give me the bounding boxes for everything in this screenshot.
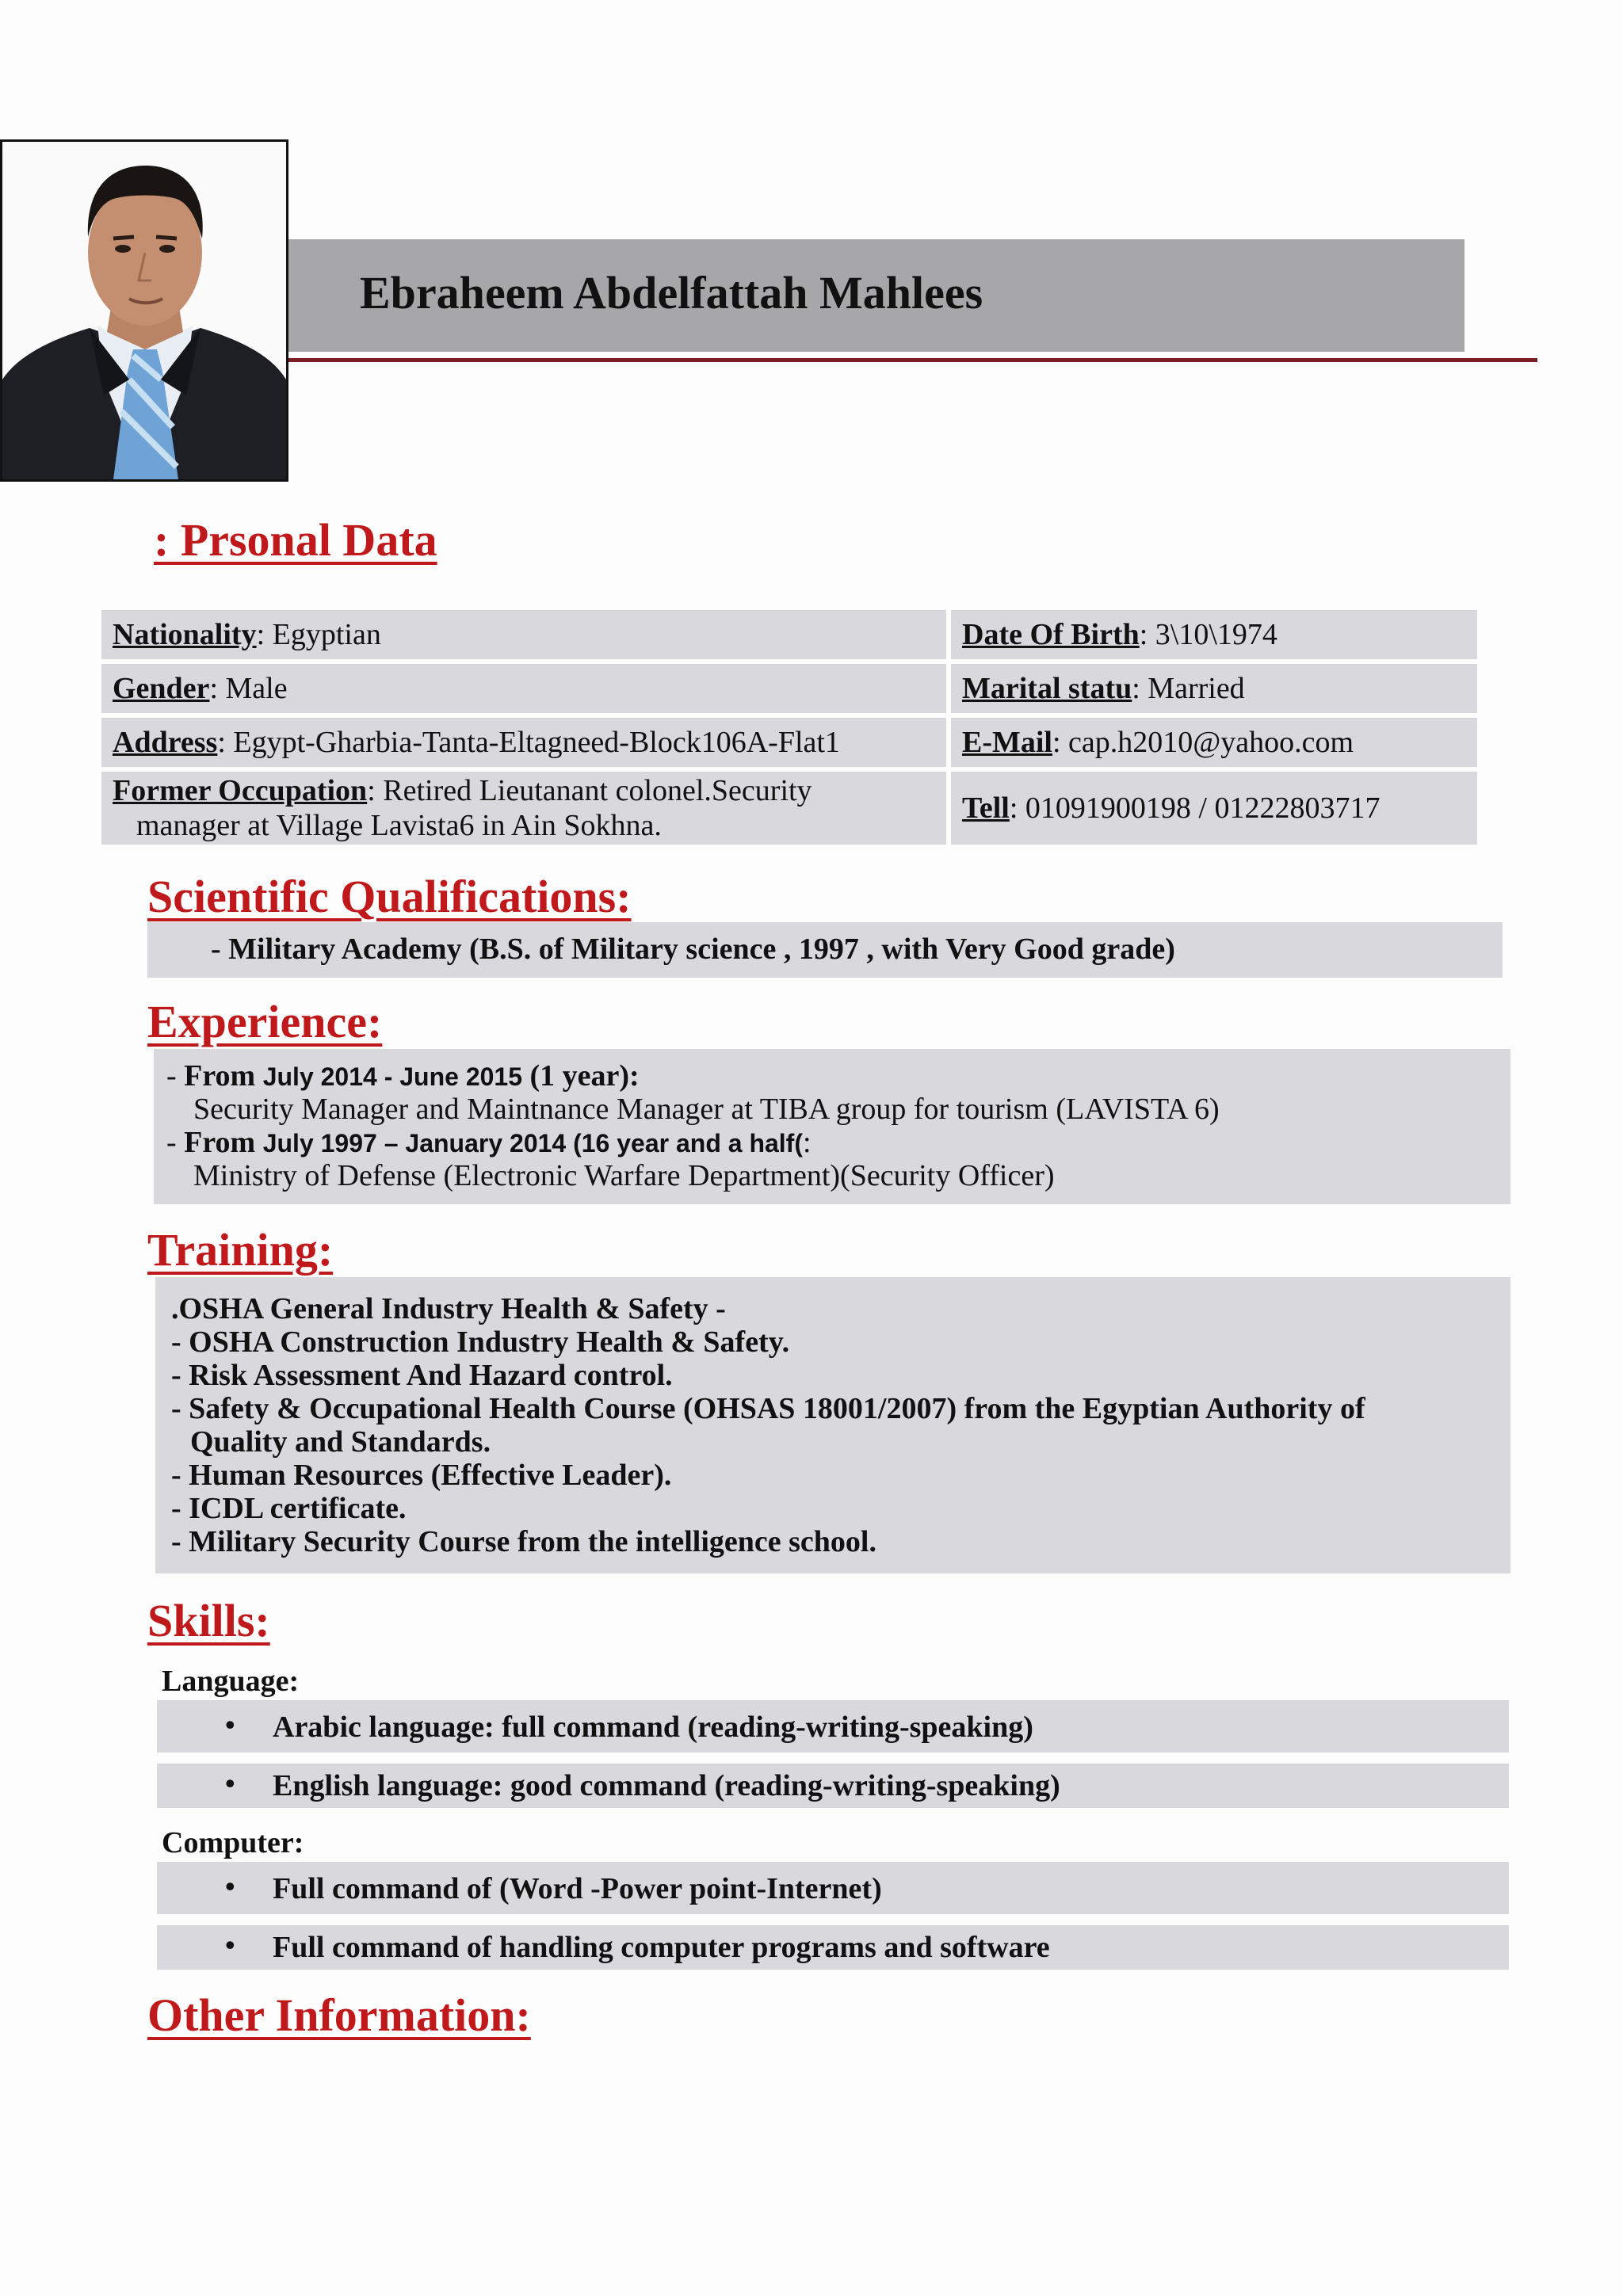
personal-data-heading: : Prsonal Data bbox=[154, 514, 437, 566]
training-item: - Human Resources (Effective Leader). bbox=[171, 1459, 672, 1492]
gender-value: : Male bbox=[209, 672, 288, 705]
email-cell bbox=[951, 718, 1477, 767]
computer-skill-office: Full command of (Word -Power point-Internet) bbox=[273, 1872, 882, 1905]
scientific-heading: Scientific Qualifications: bbox=[147, 871, 632, 922]
job1-duration: (1 year): bbox=[522, 1059, 640, 1093]
experience-heading: Experience: bbox=[147, 996, 383, 1047]
computer-skill-software: Full command of handling computer programs and software bbox=[273, 1931, 1050, 1964]
computer-label: Computer: bbox=[162, 1826, 304, 1859]
occupation-cell bbox=[101, 772, 946, 845]
job1-prefix: - bbox=[166, 1059, 185, 1093]
job2-description: Ministry of Defense (Electronic Warfare Department)(Security Officer) bbox=[193, 1159, 1055, 1192]
training-item: - Safety & Occupational Health Course (OHSAS 18001/2007) from the Egyptian Authority of bbox=[171, 1392, 1365, 1425]
bullet-icon: • bbox=[225, 1871, 235, 1902]
profile-photo bbox=[0, 139, 288, 482]
tell-label: Tell bbox=[962, 791, 1010, 825]
training-item-continuation: Quality and Standards. bbox=[190, 1425, 491, 1459]
job1-header bbox=[166, 1058, 640, 1093]
language-label: Language: bbox=[162, 1665, 300, 1698]
training-item: - OSHA Construction Industry Health & Safety. bbox=[171, 1325, 790, 1359]
email-value[interactable]: : cap.h2010@yahoo.com bbox=[1052, 726, 1354, 759]
job2-from: From bbox=[184, 1126, 263, 1159]
email-label: E-Mail bbox=[962, 726, 1052, 759]
bullet-icon: • bbox=[225, 1929, 235, 1961]
language-skill-english: English language: good command (reading-writing-speaking) bbox=[273, 1769, 1060, 1802]
other-info-heading: Other Information: bbox=[147, 1989, 531, 2041]
dob-label: Date Of Birth bbox=[962, 618, 1140, 651]
nationality-cell bbox=[101, 610, 946, 659]
dob-cell bbox=[951, 610, 1477, 659]
scientific-item: - Military Academy (B.S. of Military science , 1997 , with Very Good grade) bbox=[211, 933, 1175, 966]
address-value: : Egypt-Gharbia-Tanta-Eltagneed-Block106A-Flat1 bbox=[217, 726, 840, 759]
training-item: - ICDL certificate. bbox=[171, 1492, 407, 1525]
job2-colon: : bbox=[802, 1126, 812, 1159]
job1-from: From bbox=[184, 1059, 263, 1093]
job2-header bbox=[166, 1125, 812, 1160]
candidate-name: Ebraheem Abdelfattah Mahlees bbox=[360, 267, 983, 318]
nationality-value: : Egyptian bbox=[256, 618, 381, 651]
address-label: Address bbox=[113, 726, 218, 759]
marital-label: Marital statu bbox=[962, 672, 1132, 705]
job2-prefix: - bbox=[166, 1126, 185, 1159]
job1-description: Security Manager and Maintnance Manager at TIBA group for tourism (LAVISTA 6) bbox=[193, 1093, 1220, 1126]
bullet-icon: • bbox=[225, 1768, 235, 1799]
language-skill-arabic: Arabic language: full command (reading-writing-speaking) bbox=[273, 1711, 1033, 1744]
occupation-value-line2: manager at Village Lavista6 in Ain Sokhna. bbox=[136, 809, 662, 842]
training-heading: Training: bbox=[147, 1224, 334, 1276]
dob-value: : 3\10\1974 bbox=[1139, 618, 1277, 651]
nationality-label: Nationality bbox=[113, 618, 257, 651]
bullet-icon: • bbox=[225, 1709, 235, 1741]
gender-cell bbox=[101, 664, 946, 713]
job2-dates: July 1997 – January 2014 (16 year and a half( bbox=[262, 1129, 803, 1158]
header-divider bbox=[288, 358, 1537, 362]
occupation-label: Former Occupation bbox=[113, 774, 368, 807]
marital-value: : Married bbox=[1132, 672, 1245, 705]
skills-heading: Skills: bbox=[147, 1595, 270, 1646]
job1-dates: July 2014 - June 2015 bbox=[262, 1062, 523, 1091]
training-item: - Risk Assessment And Hazard control. bbox=[171, 1359, 673, 1392]
tell-value: : 01091900198 / 01222803717 bbox=[1009, 791, 1381, 825]
tell-cell bbox=[951, 772, 1477, 845]
marital-cell bbox=[951, 664, 1477, 713]
gender-label: Gender bbox=[113, 672, 210, 705]
occupation-value-line1: : Retired Lieutanant colonel.Security bbox=[367, 774, 812, 807]
training-item: .OSHA General Industry Health & Safety - bbox=[171, 1292, 726, 1325]
portrait-illustration bbox=[2, 142, 286, 479]
address-cell bbox=[101, 718, 946, 767]
training-item: - Military Security Course from the intelligence school. bbox=[171, 1525, 876, 1558]
